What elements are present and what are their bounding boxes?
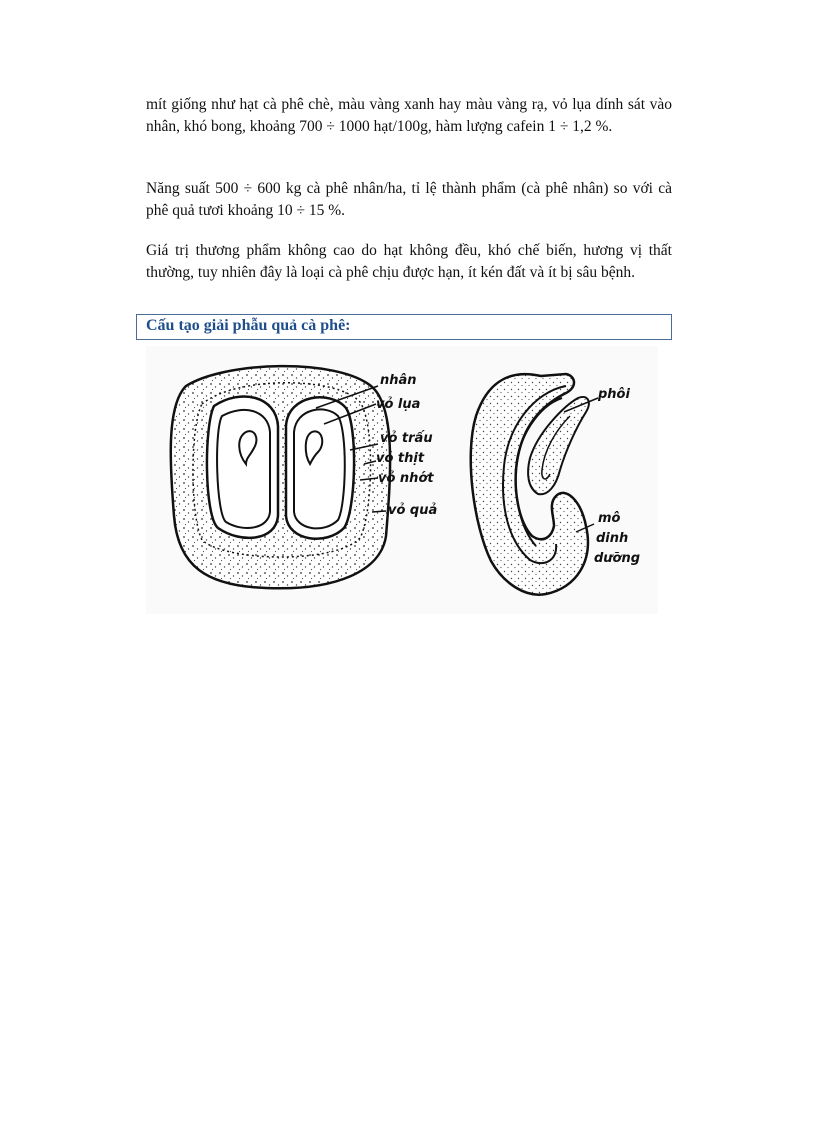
label-vo-nhot: vỏ nhớt [378,471,434,486]
label-vo-trau: vỏ trấu [380,431,433,446]
label-phoi: phôi [598,387,630,402]
label-vo-thit: vỏ thịt [376,451,425,466]
section-heading-box [136,314,672,340]
label-vo-lua: vỏ lụa [376,397,421,412]
label-nhan: nhân [380,373,417,388]
label-vo-qua: vỏ quả [388,503,438,518]
paragraph-bean-description: mít giống như hạt cà phê chè, màu vàng xanh hay màu vàng rạ, vỏ lụa dính sát vào nhân, khó bong, khoảng 700 ÷ 1000 hạt/100g, hàm lượng cafein 1 ÷ 1,2 %. [146,96,672,135]
paragraph-commercial-value: Giá trị thương phẩm không cao do hạt không đều, khó chế biến, hương vị thất thường, tuy nhiên đây là loại cà phê chịu được hạn, ít kén đất và ít bị sâu bệnh. [146,242,672,281]
pointer-vo-qua [372,511,386,512]
fruit-outer-skin [171,366,390,588]
label-mo-line1: mô [598,511,621,526]
paragraph-yield: Năng suất 500 ÷ 600 kg cà phê nhân/ha, tỉ lệ thành phẩm (cà phê nhân) so với cà phê quả tươi khoảng 10 ÷ 15 %. [146,180,672,219]
section-heading: Cấu tạo giải phẫu quả cà phê: [146,317,351,334]
coffee-fruit-anatomy-figure [146,346,658,614]
label-mo-line2: dinh [596,531,629,546]
label-mo-line3: dưỡng [594,551,641,566]
